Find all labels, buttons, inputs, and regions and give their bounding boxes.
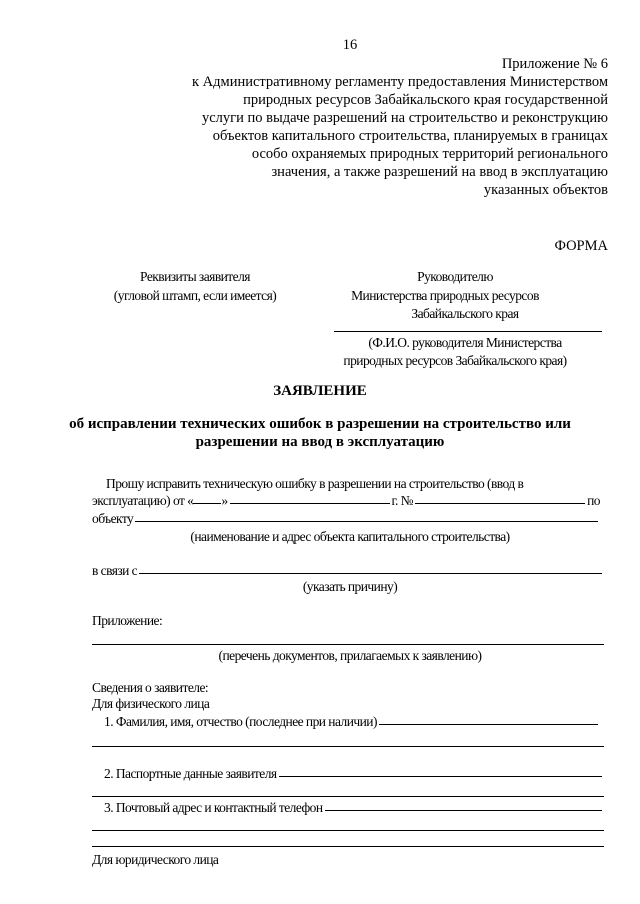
request-text: эксплуатацию) от « <box>92 492 194 508</box>
addressee-name-hint: природных ресурсов Забайкальского края) <box>343 353 567 368</box>
reason-row <box>92 561 604 577</box>
applicant-stamp-hint: (угловой штамп, если имеется) <box>113 288 277 303</box>
reason-field[interactable] <box>139 573 602 574</box>
passport-row <box>104 764 604 780</box>
request-date-number-row <box>92 491 600 507</box>
appendix-line: объектов капитального строительства, планируемых в границах <box>212 128 608 144</box>
statement-subheading: разрешении на ввод в эксплуатацию <box>195 434 445 450</box>
full-name-field-line[interactable] <box>92 746 604 747</box>
request-text: по <box>587 492 600 508</box>
appendix-line: природных ресурсов Забайкальского края государственной <box>243 92 608 108</box>
addressee-name-hint: (Ф.И.О. руководителя Министерства <box>368 335 562 350</box>
passport-field-line[interactable] <box>92 796 604 797</box>
addressee-title: Руководителю <box>417 269 493 284</box>
attachment-hint: (перечень документов, прилагаемых к заявлению) <box>218 648 482 663</box>
addressee-region: Забайкальского края <box>411 306 519 321</box>
address-field-line[interactable] <box>92 846 604 847</box>
appendix-title: Приложение № 6 <box>501 56 608 72</box>
full-name-field[interactable] <box>379 724 598 725</box>
request-text: г. № <box>391 492 413 508</box>
attachment-label: Приложение: <box>92 613 163 628</box>
attachment-field[interactable] <box>92 644 604 645</box>
appendix-line: к Административному регламенту предоставления Министерством <box>192 74 608 90</box>
applicant-details-label: Реквизиты заявителя <box>140 269 250 284</box>
form-label: ФОРМА <box>554 238 608 254</box>
individual-label: Для физического лица <box>92 696 210 711</box>
appendix-line: услуги по выдаче разрешений на строительство и реконструкцию <box>201 110 608 126</box>
statement-heading: ЗАЯВЛЕНИЕ <box>273 383 367 399</box>
addressee-ministry: Министерства природных ресурсов <box>351 288 539 303</box>
legal-entity-label: Для юридического лица <box>92 852 219 867</box>
full-name-label: 1. Фамилия, имя, отчество (последнее при наличии) <box>104 713 377 729</box>
reason-label: в связи с <box>92 562 138 578</box>
statement-subheading: об исправлении технических ошибок в разрешении на строительство или <box>69 416 571 432</box>
address-label: 3. Почтовый адрес и контактный телефон <box>104 799 323 815</box>
page-number: 16 <box>342 37 358 53</box>
date-day-field[interactable] <box>193 503 221 504</box>
address-field-line[interactable] <box>92 830 604 831</box>
request-text: » <box>221 492 228 508</box>
appendix-line: особо охраняемых природных территорий регионального <box>251 146 608 162</box>
object-hint: (наименование и адрес объекта капитального строительства) <box>190 529 510 544</box>
permit-number-field[interactable] <box>415 503 585 504</box>
date-month-year-field[interactable] <box>230 503 390 504</box>
reason-hint: (указать причину) <box>302 579 398 594</box>
address-row <box>104 798 604 814</box>
address-field[interactable] <box>325 810 602 811</box>
passport-label: 2. Паспортные данные заявителя <box>104 765 277 781</box>
appendix-line: значения, а также разрешений на ввод в эксплуатацию <box>271 164 608 180</box>
object-field[interactable] <box>135 521 598 522</box>
object-label: объекту <box>92 510 134 526</box>
request-text: Прошу исправить техническую ошибку в разрешении на строительство (ввод в <box>106 476 524 491</box>
passport-field[interactable] <box>279 776 602 777</box>
full-name-row <box>104 712 600 728</box>
applicant-info-title: Сведения о заявителе: <box>92 680 209 695</box>
object-row <box>92 509 600 525</box>
addressee-name-line[interactable] <box>334 331 602 332</box>
appendix-line: указанных объектов <box>483 182 608 198</box>
